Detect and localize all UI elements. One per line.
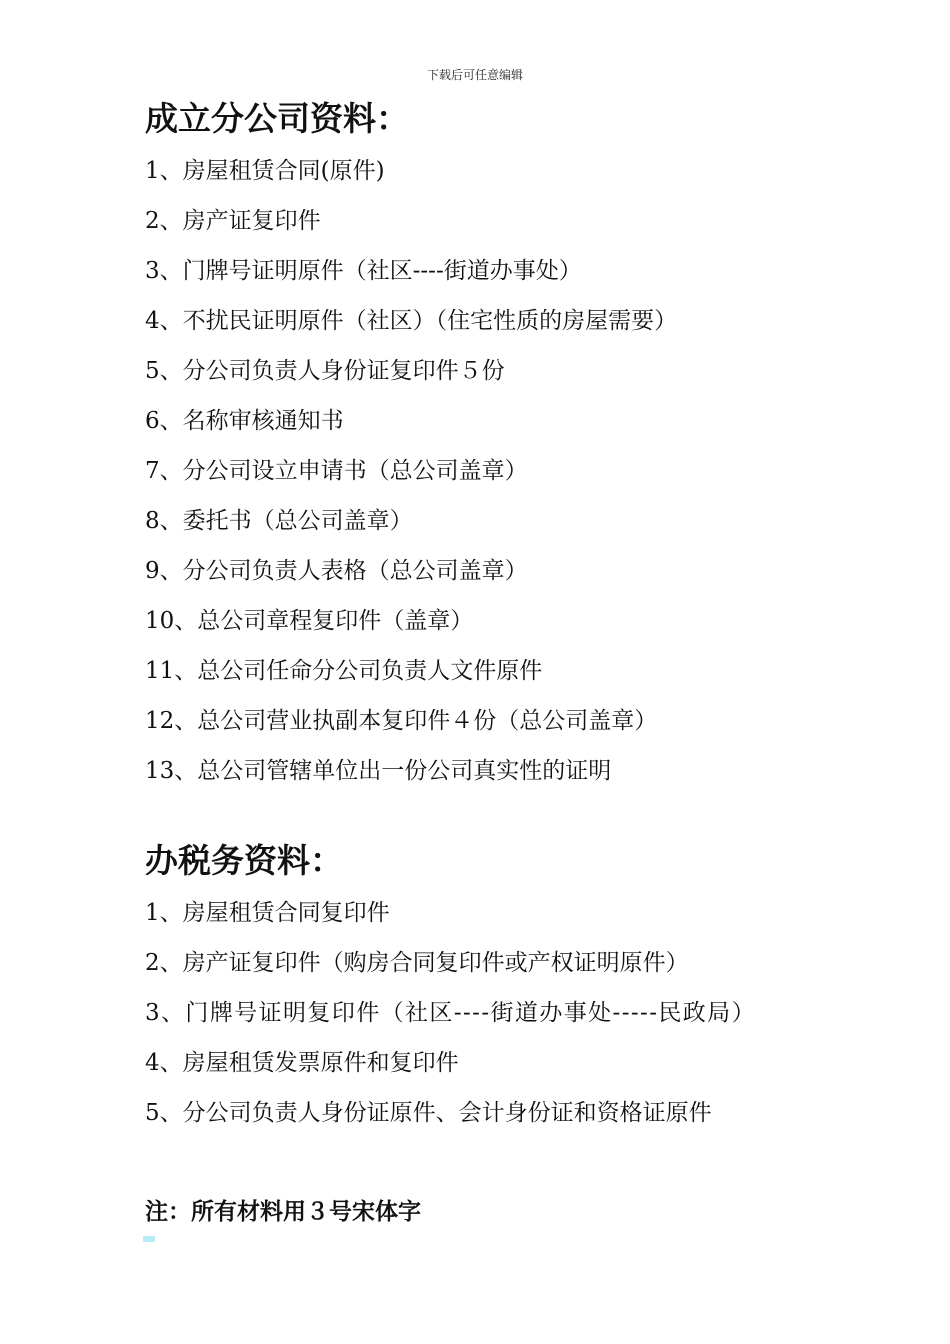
list-item: 13、总公司管辖单位出一份公司真实性的证明: [145, 758, 612, 784]
list-item: 4、不扰民证明原件（社区）（住宅性质的房屋需要）: [145, 308, 678, 334]
section-title-tax: 办税务资料：: [145, 841, 343, 880]
list-item: 8、委托书（总公司盖章）: [145, 508, 413, 534]
list-item: 5、分公司负责人身份证原件、会计身份证和资格证原件: [145, 1100, 712, 1126]
list-item: 1、房屋租赁合同复印件: [145, 900, 390, 926]
list-item: 10、总公司章程复印件（盖章）: [145, 608, 474, 634]
list-item: 2、房产证复印件: [145, 208, 321, 234]
list-item: 1、房屋租赁合同(原件): [145, 158, 385, 184]
list-item: 12、总公司营业执副本复印件４份（总公司盖章）: [145, 708, 658, 734]
list-item: 2、房产证复印件（购房合同复印件或产权证明原件）: [145, 950, 689, 976]
list-item: 7、分公司设立申请书（总公司盖章）: [145, 458, 528, 484]
section-branch-materials: [145, 96, 825, 796]
list-item: 5、分公司负责人身份证复印件５份: [145, 358, 505, 384]
list-item: 4、房屋租赁发票原件和复印件: [145, 1050, 459, 1076]
list-item: 6、名称审核通知书: [145, 408, 344, 434]
list-item: 9、分公司负责人表格（总公司盖章）: [145, 558, 528, 584]
cursor-marker: [143, 1236, 155, 1242]
section-title-branch: 成立分公司资料：: [145, 99, 409, 138]
list-item: 3、门牌号证明复印件（社区----街道办事处-----民政局）: [145, 1000, 756, 1026]
header-note: 下载后可任意编辑: [426, 68, 523, 82]
list-item: 3、门牌号证明原件（社区----街道办事处）: [145, 258, 582, 284]
section-tax-materials: [145, 838, 825, 1138]
footnote: 注：所有材料用３号宋体字: [145, 1199, 421, 1225]
list-item: 11、总公司任命分公司负责人文件原件: [145, 658, 543, 684]
